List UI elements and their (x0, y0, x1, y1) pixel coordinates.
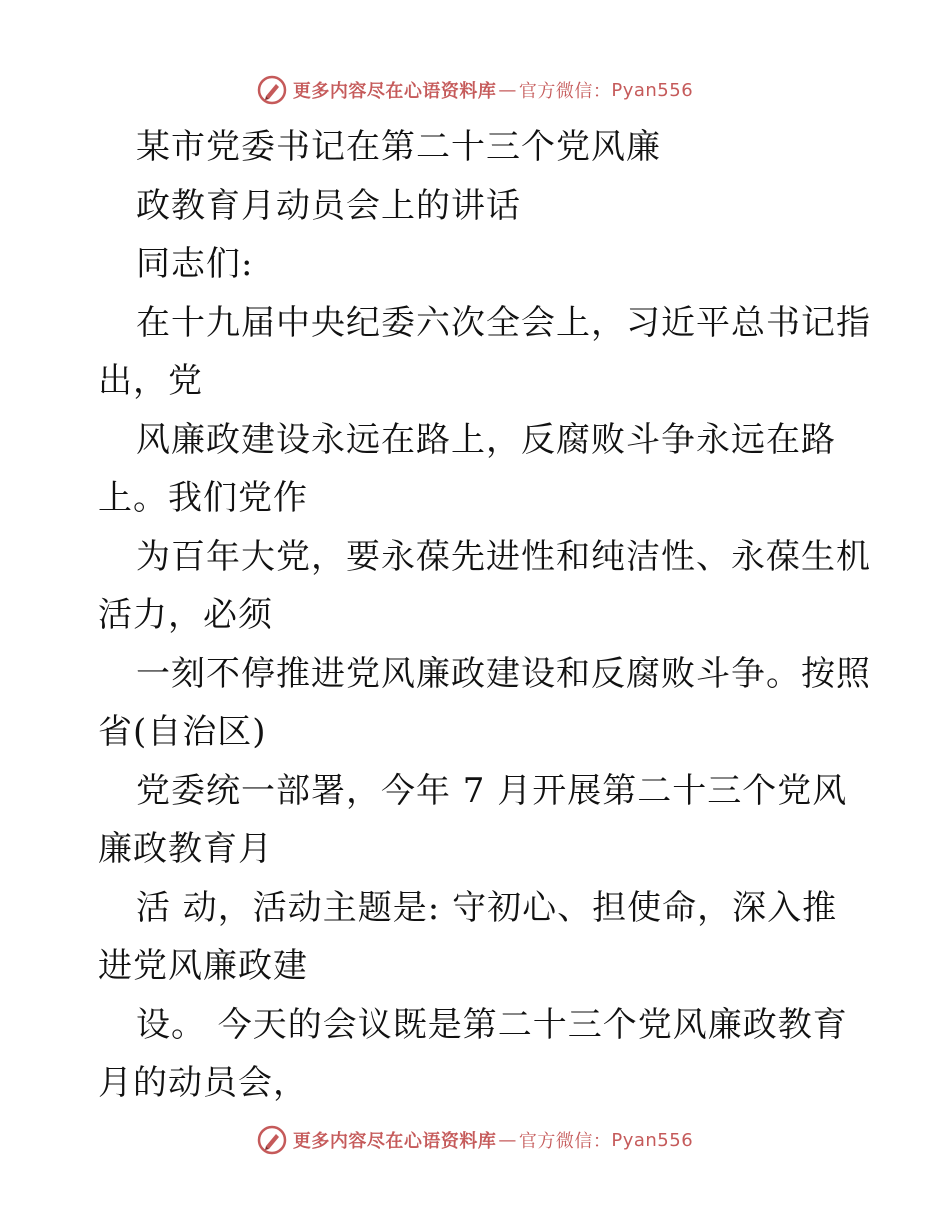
text-line: 活力，必须 (98, 595, 273, 635)
watermark-separator: — (498, 79, 517, 101)
text-line: 活 动，活动主题是: 守初心、担使命，深入推 (136, 887, 838, 928)
watermark-wechat-id: Pyan556 (611, 79, 694, 101)
header-watermark (0, 70, 950, 110)
text-line: 党委统一部署，今年 7 月开展第二十三个党风 (136, 770, 848, 811)
text-line: 某市党委书记在第二十三个党风廉 (136, 127, 661, 167)
text-line: 进党风廉政建 (98, 946, 308, 986)
text-line: 同志们: (136, 244, 254, 284)
text-line: 出，党 (98, 361, 203, 401)
watermark-text: 更多内容尽在心语资料库 (292, 1131, 497, 1152)
watermark-text: 更多内容尽在心语资料库 (292, 81, 497, 102)
text-line: 月的动员会， (98, 1063, 308, 1103)
text-line: 设。 今天的会议既是第二十三个党风廉政教育 (136, 1004, 848, 1045)
watermark-wechat-id: Pyan556 (611, 1129, 694, 1151)
text-line: 一刻不停推进党风廉政建设和反腐败斗争。按照 (136, 653, 871, 694)
pen-logo-icon (257, 75, 287, 105)
text-line: 廉政教育月 (98, 829, 273, 869)
watermark-separator: — (498, 1129, 517, 1151)
text-line: 在十九届中央纪委六次全会上，习近平总书记指 (136, 302, 871, 343)
watermark-wechat-label: 官方微信： (518, 1131, 612, 1152)
document-body (98, 118, 871, 1113)
text-line: 为百年大党，要永葆先进性和纯洁性、永葆生机 (136, 536, 871, 577)
text-line: 省(自治区) (98, 712, 267, 752)
watermark-wechat-label: 官方微信： (518, 81, 612, 102)
text-line: 政教育月动员会上的讲话 (136, 185, 521, 226)
footer-watermark (0, 1120, 950, 1160)
text-line: 上。我们党作 (98, 478, 308, 518)
pen-logo-icon (257, 1125, 287, 1155)
text-line: 风廉政建设永远在路上，反腐败斗争永远在路 (136, 419, 836, 460)
